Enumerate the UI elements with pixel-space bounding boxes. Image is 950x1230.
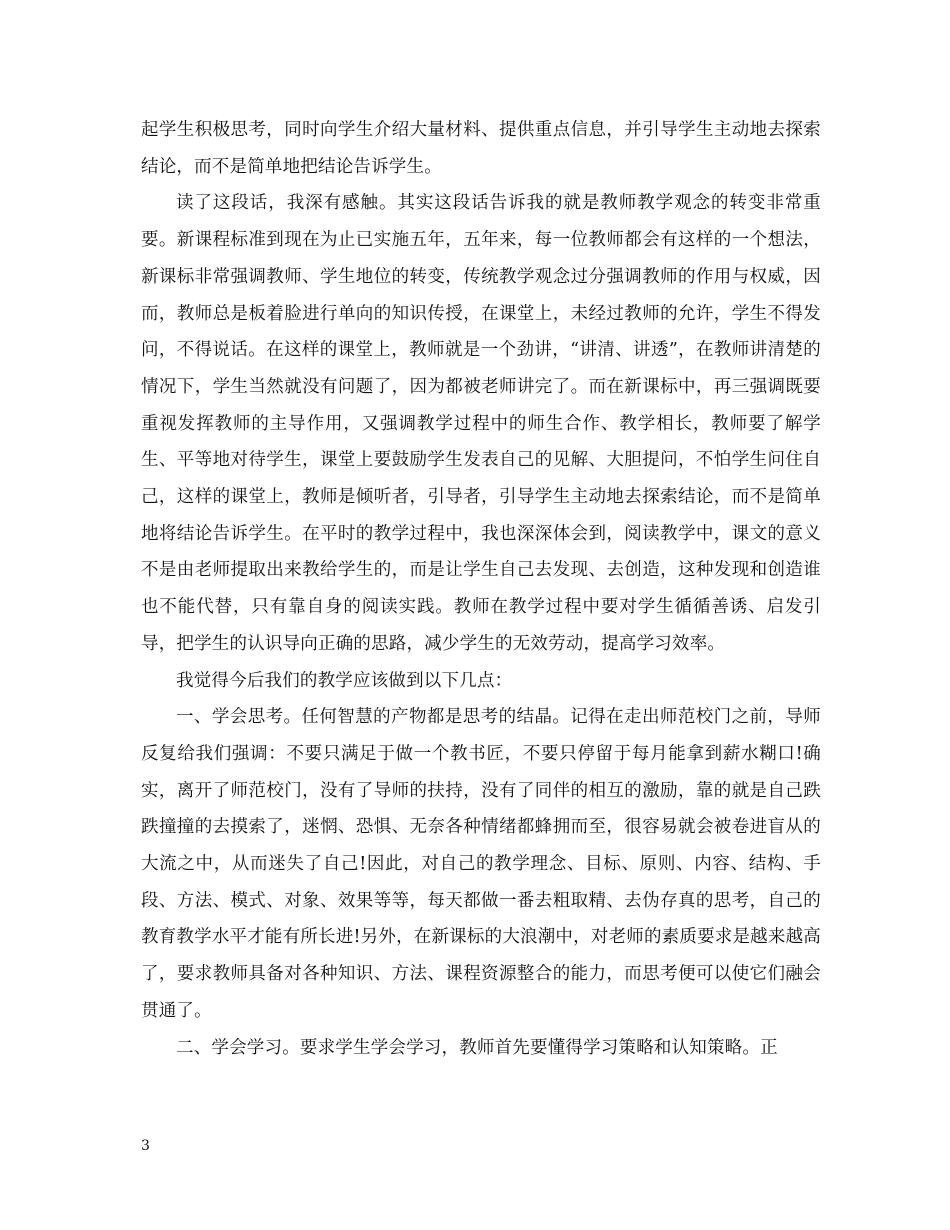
text-line: 路，减少学生的无效劳动，提高学习效率。 — [388, 633, 726, 654]
text-line: 作、教学相长，教师要了解学生、平等地对待学生，课堂上要鼓励学生发表自己的 — [141, 413, 821, 471]
text-line: 我觉得今后我们的教学应该做到以下几点： — [176, 670, 513, 691]
text-line: 与权威，因而，教师总是板着脸进行单向的知识传授，在课堂上，未经过教师的允 — [141, 266, 822, 324]
text-line: 见解、大胆提问，不怕学生问住自己，这样的课堂上，教师是倾听者，引导者，引 — [141, 450, 821, 508]
text-line: 糊口!确实，离开了师范校门，没有了导师的扶持，没有了同伴的相互的激励，靠 — [141, 743, 821, 801]
text-line: 对老师的素质要求是越来越高了，要求教师具备对各种知识、方法、课程资源整合 — [141, 927, 821, 985]
text-line: 想法，新课标非常强调教师、学生地位的转变，传统教学观念过分强调教师的作用 — [141, 230, 821, 287]
text-line: 的就是自己跌跌撞撞的去摸索了，迷惘、恐惧、无奈各种情绪都蜂拥而至，很容易 — [141, 780, 821, 838]
text-line: 读了这段话，我深有感触。其实这段话告诉我的就是教师教学观念的转变非常 — [176, 193, 804, 214]
text-line: 原则、内容、结构、手段、方法、模式、对象、效果等等，每天都做一番去粗取精、 — [141, 854, 821, 911]
text-line: 就会被卷进盲从的大流之中，从而迷失了自己!因此，对自己的教学理念、目标、 — [141, 817, 821, 875]
text-line: 一、学会思考。任何智慧的产物都是思考的结晶。记得在走出师范校门之前， — [176, 707, 786, 728]
text-line: 的能力，而思考便可以使它们融会贯通了。 — [141, 964, 821, 1021]
text-line: 在新课标中，再三强调既要重视发挥教师的主导作用，又强调教学过程中的师生合 — [141, 376, 822, 434]
document-body — [141, 112, 821, 1066]
text-line: 导师反复给我们强调：不要只满足于做一个教书匠，不要只停留于每月能拿到薪水 — [141, 707, 821, 764]
paragraph-reflection — [141, 185, 821, 662]
text-line: 践。教师在教学过程中要对学生循循善诱、启发引导，把学生的认识导向正确的思 — [141, 597, 822, 654]
text-line: 二、学会学习。要求学生学会学习，教师首先要懂得学习策略和认知策略。正 — [176, 1037, 778, 1058]
text-line: 起学生积极思考，同时向学生介绍大量材料、提供重点信息，并引导学生主动地去 — [141, 120, 786, 140]
paragraph-intro-points — [141, 663, 821, 700]
text-line: 重要。新课程标准到现在为止已实施五年，五年来，每一位教师都会有这样的一个 — [141, 193, 821, 251]
text-line: 让学生自己去发现、去创造，这种发现和创造谁也不能代替，只有靠自身的阅读实 — [141, 560, 821, 618]
page-number: 3 — [141, 1138, 150, 1154]
text-line: 导学生主动地去探索结论，而不是简单地将结论告诉学生。在平时的教学过程中， — [141, 487, 822, 544]
paragraph-continuation — [141, 112, 821, 185]
text-line: 我也深深体会到，阅读教学中，课文的意义不是由老师提取出来教给学生的，而是 — [141, 523, 821, 581]
text-line: 许，学生不得发问，不得说话。在这样的课堂上，教师就是一个劲讲，“讲清、讲 — [141, 303, 821, 361]
text-line: 去伪存真的思考，自己的教育教学水平才能有所长进!另外，在新课标的大浪潮中， — [141, 890, 821, 948]
paragraph-point-one — [141, 699, 821, 1029]
text-line: 透”，在教师讲清楚的情况下，学生当然就没有问题了，因为都被老师讲完了。而 — [141, 340, 821, 397]
text-line: 探索结论，而不是简单地把结论告诉学生。 — [141, 120, 821, 177]
paragraph-point-two — [141, 1030, 821, 1067]
